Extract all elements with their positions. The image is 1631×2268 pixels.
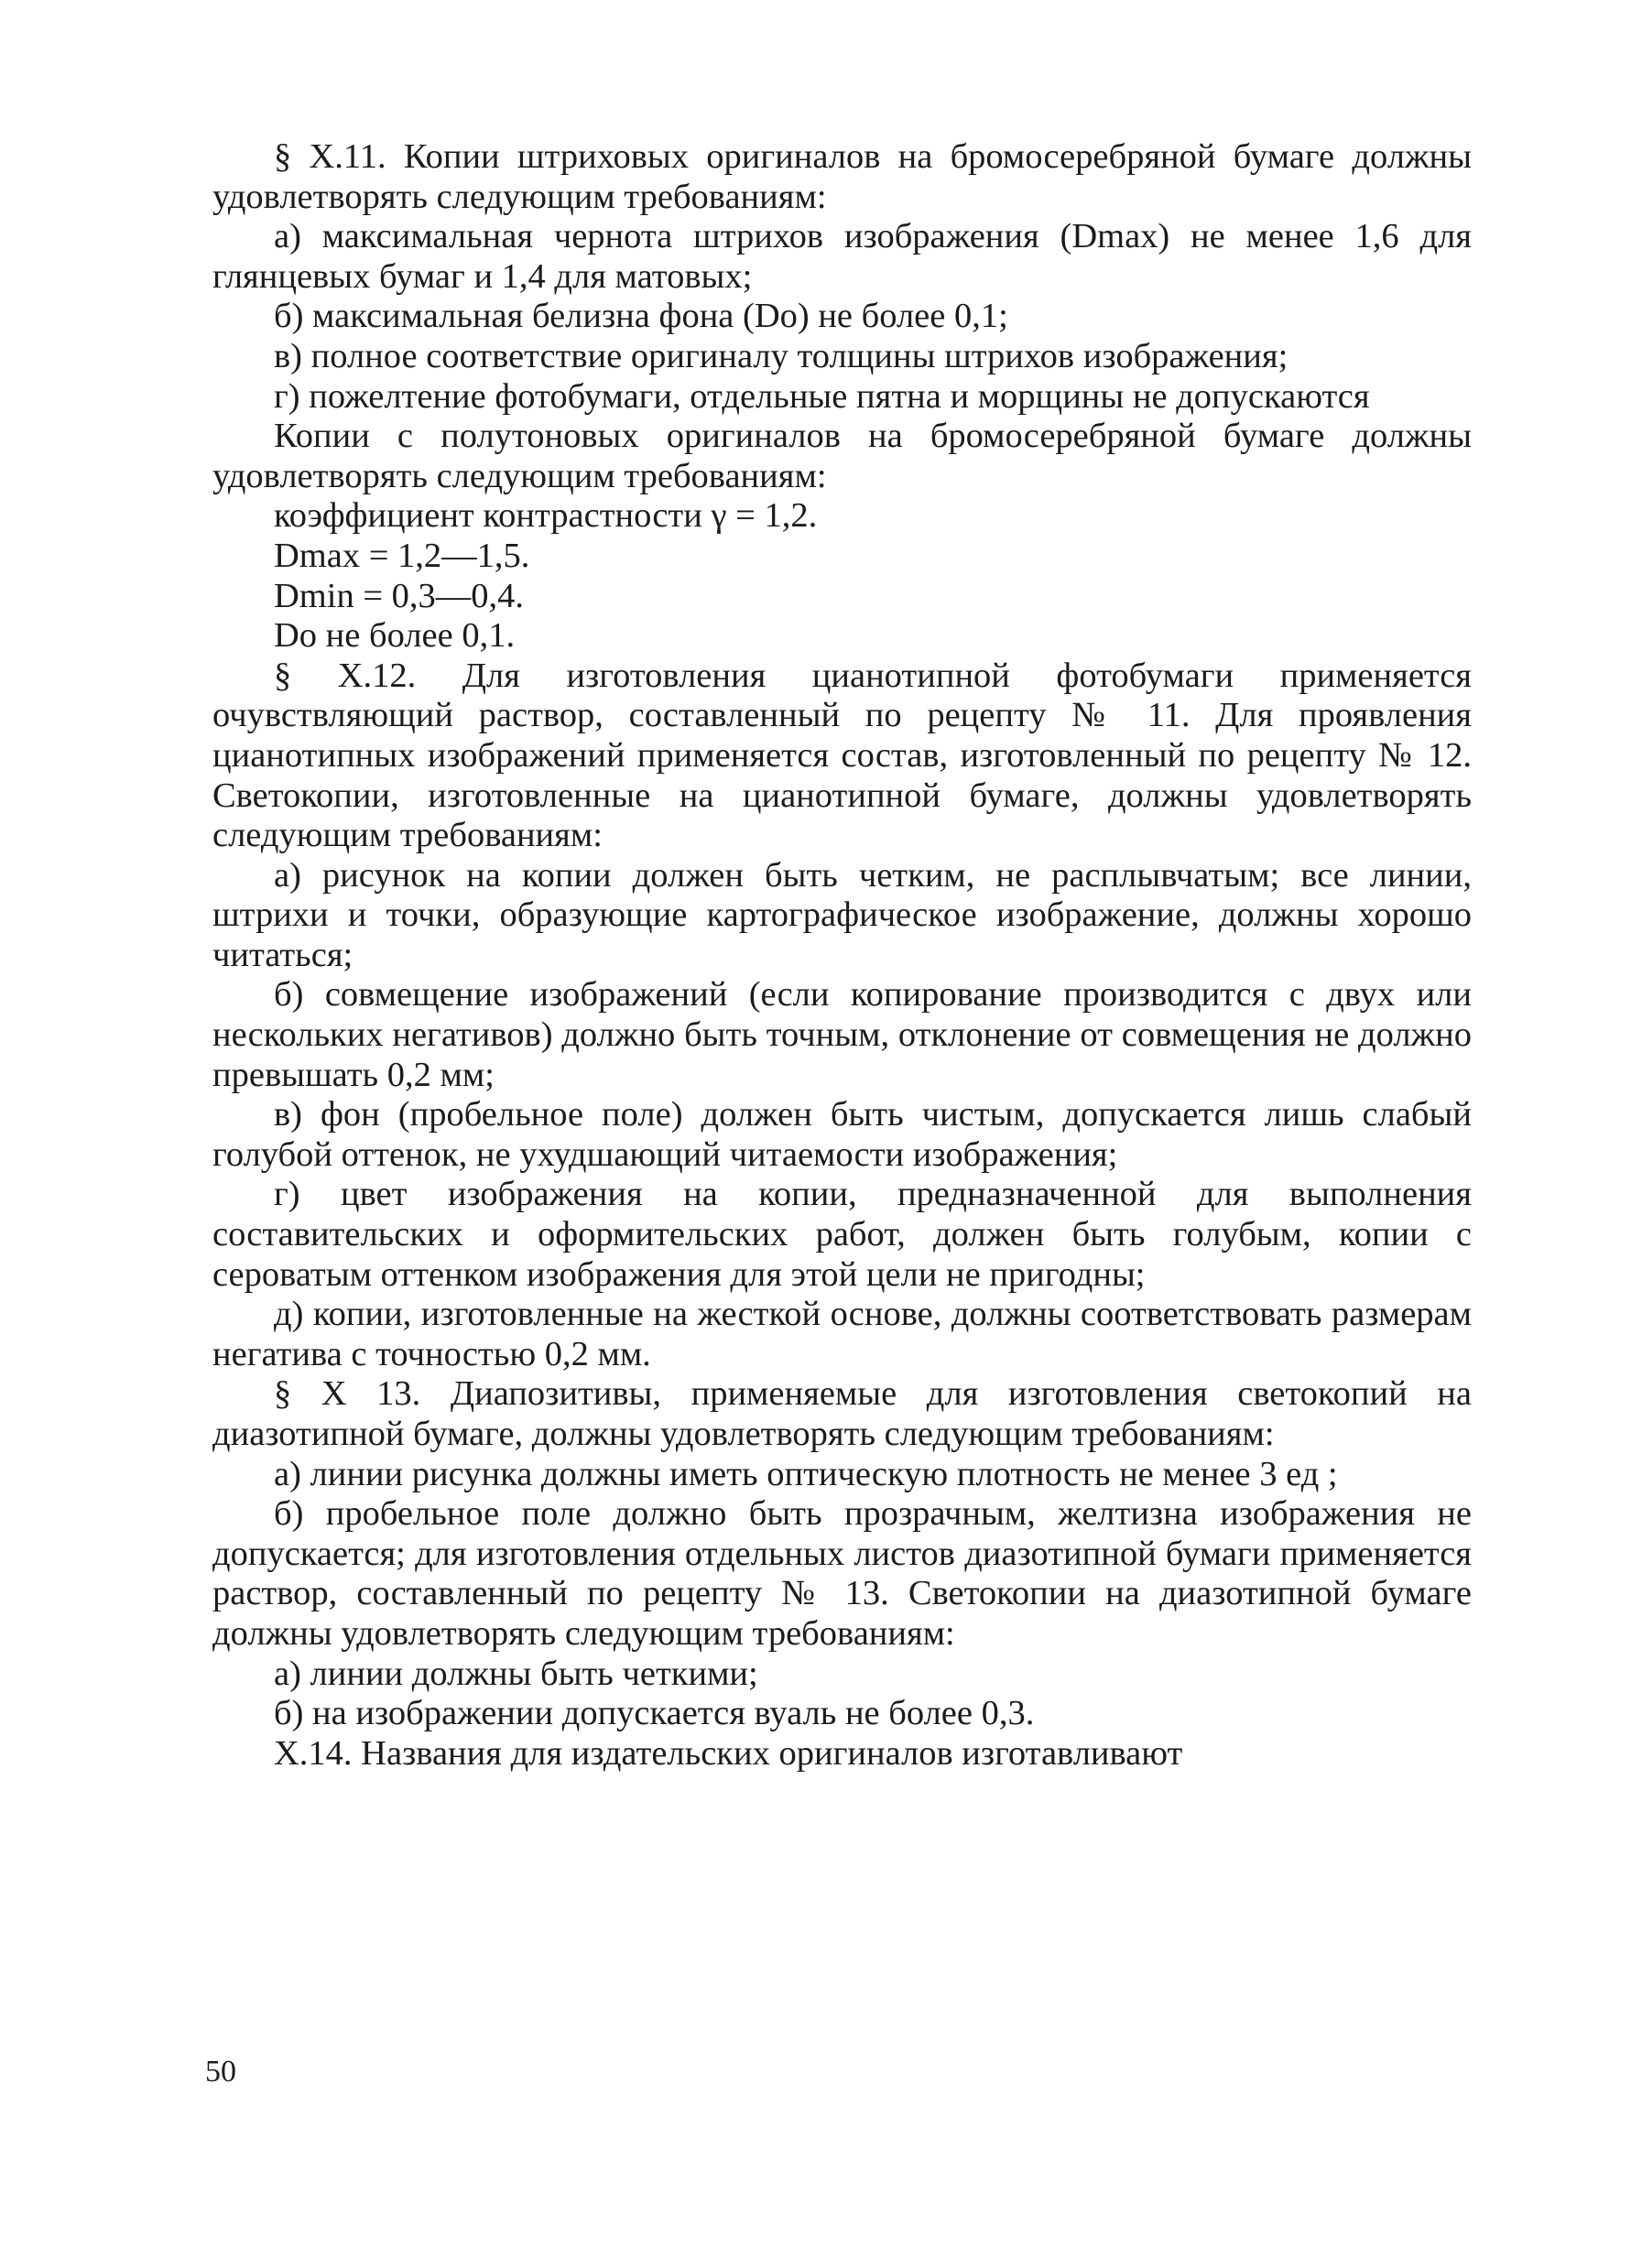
section-x12-item-v: в) фон (пробельное поле) должен быть чистым, допускается лишь слабый голубой оттенок, не ухудшающий читаемости изображения; — [212, 1095, 1472, 1174]
section-x11-item-g: г) пожелтение фотобумаги, отдельные пятна и морщины не допускаются — [274, 376, 1370, 416]
dmin-value: Dmin = 0,3—0,4. — [274, 576, 525, 615]
contrast-coefficient: коэффициент контрастности γ = 1,2. — [274, 496, 818, 536]
section-x13-item-a2: а) линии должны быть четкими; — [274, 1654, 758, 1693]
section-x12-item-g: г) цвет изображения на копии, предназначенной для выполнения составительских и оформительских работ, должен быть голубым, копии с сероватым оттенком изображения для этой цели не пригодны; — [212, 1175, 1472, 1294]
section-x12-item-d: д) копии, изготовленные на жесткой основе, должны соответствовать размерам негатива с точностью 0,2 мм. — [212, 1295, 1472, 1373]
d0-value: Do не более 0,1. — [274, 616, 516, 656]
dmax-value: Dmax = 1,2—1,5. — [274, 536, 530, 575]
section-x12-item-a: а) рисунок на копии должен быть четким, не расплывчатым; все линии, штрихи и точки, образующие картографическое изображение, должны хорошо читаться; — [212, 855, 1472, 974]
section-x13-intro: § X 13. Диапозитивы, применяемые для изготовления светокопий на диазотипной бумаге, должны удовлетворять следующим требованиям: — [212, 1374, 1472, 1453]
section-x12-intro: § X.12. Для изготовления цианотипной фотобумаги применяется очувствляющий раствор, составленный по рецепту № 11. Для проявления цианотипных изображений применяется состав, изготовленный по рецепту № 12. Светокопии, изготовленные на цианотипной бумаге, должны удовлетворять следующим требованиям: — [212, 656, 1472, 855]
section-x11-item-b: б) максимальная белизна фона (Do) не более 0,1; — [274, 297, 1008, 336]
section-x13-item-b2: б) на изображении допускается вуаль не более 0,3. — [274, 1694, 1035, 1733]
section-x13-item-b: б) пробельное поле должно быть прозрачным, желтизна изображения не допускается; для изготовления отдельных листов диазотипной бумаги применяется раствор, составленный по рецепту № 13. Светокопии на диазотипной бумаге должны удовлетворять следующим требованиям: — [212, 1494, 1472, 1653]
section-x14-intro: X.14. Названия для издательских оригиналов изготавливают — [274, 1733, 1183, 1773]
page-number: 50 — [205, 2055, 236, 2089]
section-x11-item-v: в) полное соответствие оригиналу толщины штрихов изображения; — [274, 336, 1288, 375]
section-x12-item-b: б) совмещение изображений (если копирование производится с двух или нескольких негативов) должно быть точным, отклонение от совмещения не должно превышать 0,2 мм; — [212, 975, 1472, 1094]
section-x13-item-a: а) линии рисунка должны иметь оптическую плотность не менее 3 ед ; — [274, 1454, 1338, 1493]
section-x11-intro: § X.11. Копии штриховых оригиналов на бромосеребряной бумаге должны удовлетворять следующим требованиям: — [212, 137, 1472, 216]
section-x11-item-a: а) максимальная чернота штрихов изображения (Dmax) не менее 1,6 для глянцевых бумаг и 1,4 для матовых; — [212, 217, 1472, 296]
halftone-intro: Копии с полутоновых оригиналов на бромосеребряной бумаге должны удовлетворять следующим требованиям: — [212, 417, 1472, 495]
body-text — [212, 137, 1472, 1774]
